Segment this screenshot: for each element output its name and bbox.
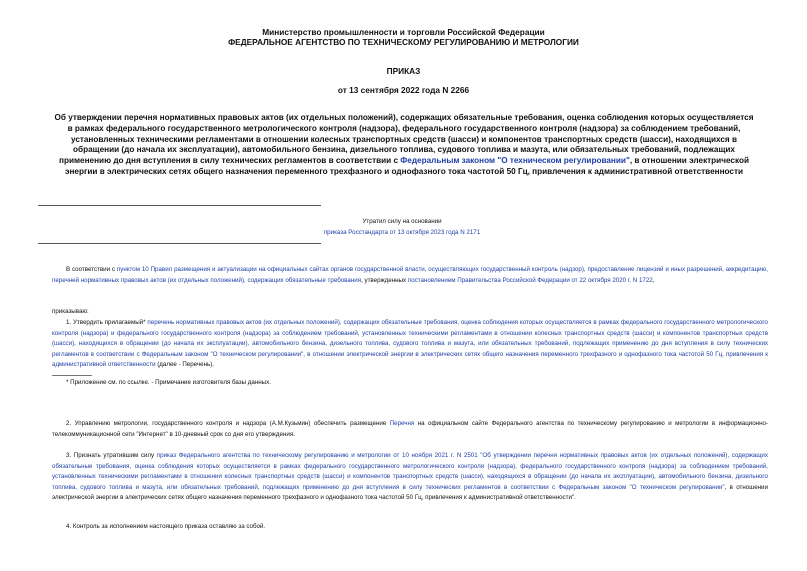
item-2-paragraph (52, 419, 768, 440)
title-law-link[interactable]: Федеральным законом "О техническом регулировании" (400, 156, 630, 166)
document-title (52, 113, 756, 178)
item-3-text-1: 3. Признать утратившим силу (66, 452, 155, 459)
item-4-paragraph: 4. Контроль за исполнением настоящего приказа оставляю за собой. (66, 523, 266, 530)
item-1-paragraph (52, 318, 768, 371)
item-3-paragraph (52, 451, 768, 504)
item-3-order-link[interactable]: приказ Федерального агентства по техническому регулированию и метрологии от 10 ноября 2021 г. N 2501 "Об утверждении перечня нормативных правовых актов (их отдельных положений), содержащих обязательные требования, оценка соблюдения которых осуществляется в рамках федерального государственного метрологического контроля (надзора), федерального государственного контроля (надзора) за соблюдением требований, установленных техническими регламентами в отношении колесных транспортных средств (шасси) и компонентов транспортных средств (шасси), находящихся в обращении (до начала их эксплуатации), автомобильного бензина, дизельного топлива, судового топлива и мазута, или обязательных требований, подлежащих применению до дня вступления в силу технических регламентов в соответствии с (52, 452, 768, 491)
preamble-text-1: В соответствии с (66, 266, 116, 273)
item-1-list-link[interactable]: перечень нормативных правовых актов (их отдельных положений), содержащих обязательные требования, оценка соблюдения которых осуществляется в рамках федерального государственного метрологического контроля (надзора) и федерального государственного контроля (надзора) за соблюдением требований, установленных техническими регламентами в отношении колесных транспортных средств (шасси) и компонентов транспортных средств (шасси), находящихся в обращении (до начала их эксплуатации), автомобильного бензина, дизельного топлива, судового топлива и мазута, или обязательных требований, подлежащих применению до дня вступления в силу технических регламентов в соответствии с Федеральным законом "О техническом регулировании", в отношении электрической энергии в электрических сетях общего назначения переменного трехфазного и однофазного тока частотой 50 Гц, привлечения к административной ответственности (52, 319, 768, 368)
status-repeal-link[interactable]: приказа Росстандарта от 13 октября 2023 года N 2171 (323, 229, 481, 236)
divider-bottom (38, 243, 321, 244)
title-text-part2: , в отношении электрической энергии в электрических сетях общего назначения переменного трехфазного и однофазного тока частотой 50 Гц, привлечения к административной ответственности (64, 156, 749, 176)
status-line-1: Утратил силу на основании (362, 218, 442, 225)
footnote-divider (52, 375, 92, 376)
item-3-text-2: , в отношении электрической энергии в электрических сетях общего назначения переменного трехфазного и однофазного тока частотой 50 Гц, привлечения к административной ответственности". (52, 483, 768, 501)
preamble-text-2: , утвержденных (361, 276, 407, 284)
preamble-text-3: , (652, 276, 655, 284)
preamble-rules-link[interactable]: пунктом 10 Правил размещения и актуализации на официальных сайтах органов государственной власти, осуществляющих государственный контроль (надзор), предоставление лицензий и иных разрешений, аккредитацию, перечней нормативных правовых актов (их отдельных положений), содержащих обязательные требования (52, 266, 768, 284)
agency-name: ФЕДЕРАЛЬНОЕ АГЕНТСТВО ПО ТЕХНИЧЕСКОМУ РЕГУЛИРОВАНИЮ И МЕТРОЛОГИИ (228, 37, 579, 47)
title-text-part1: Об утверждении перечня нормативных правовых актов (их отдельных положений), содержащих обязательные требования, оценка соблюдения которых осуществляется в рамках федерального государственного метрологического контроля (надзора), федерального государственного контроля (надзора) за соблюдением требований, установленных техническими регламентами в отношении колесных транспортных средств (шасси) и компонентов транспортных средств (шасси), находящихся в обращении (до начала их эксплуатации), автомобильного бензина, дизельного топлива, судового топлива и мазута, или обязательных требований, подлежащих применению до дня вступления в силу технических регламентов в соответствии с (54, 113, 754, 166)
item-1-text-1: 1. Утвердить прилагаемый* (66, 319, 146, 326)
item-2-text-2: на официальном сайте Федерального агентства по техническому регулированию и метрологии в информационно-телекоммуникационной сети "Интернет" в 10-дневный срок со дня его утверждения. (52, 420, 768, 438)
footnote: * Приложение см. по ссылке. - Примечание изготовителя базы данных. (66, 379, 271, 386)
item-3-law-link[interactable]: Федеральным законом "О техническом регулировании" (558, 483, 725, 491)
order-word: приказываю: (52, 308, 89, 315)
ministry-name: Министерство промышленности и торговли Российской Федерации (262, 27, 545, 37)
document-type: ПРИКАЗ (386, 66, 421, 76)
document-date: от 13 сентября 2022 года N 2266 (337, 85, 470, 95)
divider-top (38, 205, 321, 206)
item-1-text-2: (далее - Перечень). (155, 361, 215, 368)
preamble-decree-link[interactable]: постановлением Правительства Российской Федерации от 22 октября 2020 г. N 1722 (407, 276, 653, 284)
preamble-paragraph (52, 265, 768, 286)
item-2-list-link[interactable]: Перечня (389, 420, 415, 427)
item-2-text-1: 2. Управлению метрологии, государственного контроля и надзора (А.М.Кузьмин) обеспечить размещение (66, 420, 387, 427)
